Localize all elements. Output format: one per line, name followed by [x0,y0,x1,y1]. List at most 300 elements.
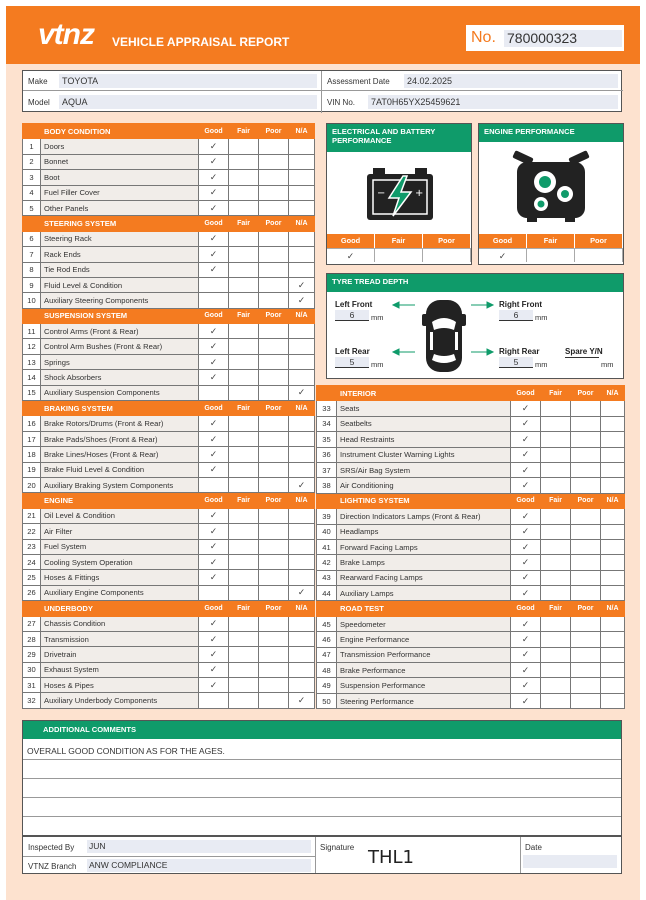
rating-cell[interactable] [229,631,259,646]
item-label: Rack Ends [41,247,199,262]
rating-cell[interactable] [571,586,601,601]
rating-header: Good [327,234,375,248]
rating-cell[interactable] [289,370,315,385]
item-label: Transmission [41,631,199,646]
rating-cell[interactable]: ✓ [511,462,541,477]
rating-cell[interactable] [601,539,625,554]
table-row [317,570,625,585]
rating-cell[interactable]: ✓ [199,139,229,154]
rating-cell[interactable] [199,385,229,400]
rating-cell[interactable] [575,248,623,262]
rating-cell[interactable]: ✓ [199,508,229,523]
table-row [317,539,625,554]
item-number: 29 [23,647,41,662]
rating-cell[interactable] [259,354,289,369]
table-row [23,324,315,339]
rating-cell[interactable] [229,416,259,431]
table-row [317,632,625,647]
section-title: ROAD TEST [337,601,511,616]
rating-cell[interactable]: ✓ [511,401,541,416]
rating-cell[interactable]: ✓ [511,432,541,447]
rating-cell[interactable]: ✓ [511,647,541,662]
rating-cell[interactable] [289,354,315,369]
rating-cell[interactable] [601,663,625,678]
rating-cell[interactable] [601,478,625,493]
rating-cell[interactable]: ✓ [199,185,229,200]
rating-cell[interactable] [601,678,625,693]
rating-cell[interactable] [199,585,229,600]
item-label: Instrument Cluster Warning Lights [337,447,511,462]
rating-cell[interactable] [229,431,259,446]
rating-cell[interactable]: ✓ [199,262,229,277]
rating-cell[interactable] [259,447,289,462]
left-front-label: Left Front [335,300,373,309]
rating-cell[interactable] [601,447,625,462]
item-number: 12 [23,339,41,354]
rating-cell[interactable] [229,247,259,262]
rating-cell[interactable]: ✓ [199,370,229,385]
rating-cell[interactable] [289,200,315,215]
left-checklist [22,123,315,709]
rating-cell[interactable]: ✓ [199,631,229,646]
rating-cell[interactable]: ✓ [199,416,229,431]
item-label: Drivetrain [41,647,199,662]
make-label: Make [28,77,48,86]
rating-cell[interactable]: ✓ [199,554,229,569]
rating-cell[interactable] [289,262,315,277]
engine-icon [511,148,591,224]
rating-cell[interactable]: ✓ [511,663,541,678]
rating-cell[interactable]: ✓ [199,170,229,185]
item-number: 44 [317,586,337,601]
left-front-value: 6 [335,310,369,321]
vehicle-info [22,70,622,112]
rating-cell[interactable] [229,277,259,292]
item-label: Springs [41,354,199,369]
rating-cell[interactable] [541,663,571,678]
section-header [23,308,315,323]
column-header: Poor [259,308,289,323]
rating-cell[interactable] [259,200,289,215]
rating-cell[interactable] [259,231,289,246]
section-header [23,601,315,616]
right-front-label: Right Front [499,300,543,309]
rating-cell[interactable]: ✓ [199,462,229,477]
rating-cell[interactable] [289,662,315,677]
rating-cell[interactable]: ✓ [199,570,229,585]
rating-cell[interactable] [259,585,289,600]
rating-cell[interactable] [601,524,625,539]
rating-cell[interactable]: ✓ [199,154,229,169]
rating-cell[interactable] [289,570,315,585]
column-header: N/A [289,216,315,231]
rating-cell[interactable] [289,185,315,200]
rating-cell[interactable] [229,385,259,400]
rating-cell[interactable] [199,293,229,308]
column-header: N/A [289,601,315,616]
rating-cell[interactable] [229,354,259,369]
item-label: Cooling System Operation [41,554,199,569]
rating-cell[interactable]: ✓ [199,247,229,262]
item-number: 18 [23,447,41,462]
rating-cell[interactable]: ✓ [199,662,229,677]
rating-cell[interactable] [601,432,625,447]
rating-cell[interactable] [259,477,289,492]
rating-cell[interactable] [259,431,289,446]
rating-cell[interactable] [259,693,289,708]
rating-cell[interactable] [601,616,625,631]
table-row [317,693,625,708]
rating-cell[interactable] [375,248,423,262]
rating-cell[interactable]: ✓ [199,431,229,446]
rating-cell[interactable] [571,555,601,570]
rating-cell[interactable] [571,647,601,662]
section-title: INTERIOR [337,386,511,401]
item-number: 49 [317,678,337,693]
table-row [317,478,625,493]
rating-cell[interactable] [289,154,315,169]
rating-cell[interactable] [423,248,471,262]
rating-cell[interactable] [601,632,625,647]
rating-cell[interactable] [571,663,601,678]
rating-cell[interactable]: ✓ [199,539,229,554]
rating-cell[interactable] [541,693,571,708]
item-label: Head Restraints [337,432,511,447]
rating-cell[interactable]: ✓ [199,339,229,354]
column-header: Good [199,601,229,616]
rating-cell[interactable] [541,401,571,416]
rating-cell[interactable] [541,678,571,693]
rating-cell[interactable] [229,339,259,354]
rating-cell[interactable] [259,277,289,292]
rating-cell[interactable] [601,401,625,416]
rating-cell[interactable] [289,678,315,693]
rating-cell[interactable] [571,632,601,647]
rating-cell[interactable] [229,170,259,185]
rating-cell[interactable] [541,416,571,431]
rating-cell[interactable] [259,370,289,385]
rating-cell[interactable] [571,678,601,693]
rating-cell[interactable] [289,231,315,246]
rating-cell[interactable]: ✓ [289,585,315,600]
rating-cell[interactable] [229,616,259,631]
rating-cell[interactable]: ✓ [511,539,541,554]
rating-cell[interactable] [259,631,289,646]
rating-cell[interactable] [229,154,259,169]
item-number: 23 [23,539,41,554]
rating-cell[interactable] [259,416,289,431]
item-number: 33 [317,401,337,416]
rating-cell[interactable] [229,139,259,154]
item-label: Brake Lamps [337,555,511,570]
rating-cell[interactable]: ✓ [479,248,527,262]
rating-cell[interactable] [229,585,259,600]
rating-header: Fair [375,234,423,248]
rating-cell[interactable]: ✓ [511,586,541,601]
item-number: 34 [317,416,337,431]
item-label: Transmission Performance [337,647,511,662]
rating-cell[interactable] [229,693,259,708]
rating-cell[interactable] [229,262,259,277]
rating-cell[interactable]: ✓ [199,616,229,631]
item-label: Seatbelts [337,416,511,431]
rating-cell[interactable]: ✓ [511,555,541,570]
rating-cell[interactable] [289,139,315,154]
rating-cell[interactable] [571,416,601,431]
rating-cell[interactable] [571,524,601,539]
rating-cell[interactable] [571,401,601,416]
item-number: 47 [317,647,337,662]
rating-cell[interactable] [229,678,259,693]
rating-cell[interactable]: ✓ [511,570,541,585]
left-rear-unit: mm [371,360,384,369]
rating-cell[interactable] [541,509,571,524]
rating-cell[interactable] [229,524,259,539]
vtnz-logo: vtnz [38,18,94,51]
rating-cell[interactable] [541,478,571,493]
rating-cell[interactable]: ✓ [199,447,229,462]
column-header: Fair [541,493,571,508]
table-row [23,247,315,262]
rating-cell[interactable] [259,385,289,400]
rating-cell[interactable]: ✓ [199,231,229,246]
rating-cell[interactable] [601,509,625,524]
rating-cell[interactable] [229,324,259,339]
rating-cell[interactable] [259,324,289,339]
rating-cell[interactable]: ✓ [199,354,229,369]
rating-cell[interactable] [601,462,625,477]
item-number: 13 [23,354,41,369]
item-number: 9 [23,277,41,292]
rating-cell[interactable]: ✓ [199,678,229,693]
rating-cell[interactable] [571,478,601,493]
rating-cell[interactable] [259,662,289,677]
rating-cell[interactable] [289,431,315,446]
table-row [23,139,315,154]
rating-cell[interactable] [571,570,601,585]
rating-cell[interactable] [229,231,259,246]
rating-cell[interactable]: ✓ [289,293,315,308]
item-number: 11 [23,324,41,339]
table-row [23,416,315,431]
rating-cell[interactable] [601,555,625,570]
rating-cell[interactable]: ✓ [511,632,541,647]
rating-cell[interactable] [259,170,289,185]
rating-cell[interactable] [259,539,289,554]
rating-cell[interactable]: ✓ [327,248,375,262]
rating-cell[interactable] [601,586,625,601]
rating-cell[interactable]: ✓ [511,524,541,539]
rating-cell[interactable] [289,631,315,646]
rating-cell[interactable] [571,447,601,462]
rating-cell[interactable] [601,416,625,431]
rating-cell[interactable] [601,570,625,585]
rating-cell[interactable] [259,524,289,539]
table-row [23,554,315,569]
table-row [23,462,315,477]
item-number: 8 [23,262,41,277]
rating-cell[interactable] [259,508,289,523]
rating-cell[interactable] [229,477,259,492]
tyre-tread-panel [326,273,624,379]
rating-cell[interactable] [259,462,289,477]
rating-cell[interactable] [289,508,315,523]
rating-cell[interactable]: ✓ [511,478,541,493]
item-label: Hoses & Fittings [41,570,199,585]
rating-cell[interactable] [229,508,259,523]
table-row [23,293,315,308]
table-row [23,616,315,631]
item-number: 1 [23,139,41,154]
rating-cell[interactable] [289,339,315,354]
rating-cell[interactable] [199,693,229,708]
rating-cell[interactable] [229,647,259,662]
rating-cell[interactable] [199,277,229,292]
rating-cell[interactable] [601,693,625,708]
spare-label: Spare Y/N [565,347,603,356]
rating-cell[interactable] [541,647,571,662]
table-row [23,647,315,662]
rating-cell[interactable] [541,570,571,585]
rating-cell[interactable] [541,447,571,462]
rating-cell[interactable] [259,678,289,693]
rating-cell[interactable] [541,524,571,539]
table-row [23,693,315,708]
rating-cell[interactable] [571,462,601,477]
rating-cell[interactable] [289,170,315,185]
rating-cell[interactable] [571,432,601,447]
rating-cell[interactable] [259,139,289,154]
rating-cell[interactable] [527,248,575,262]
right-checklist [316,385,625,709]
item-label: Speedometer [337,616,511,631]
rating-cell[interactable] [229,200,259,215]
item-label: Control Arm Bushes (Front & Rear) [41,339,199,354]
rating-cell[interactable] [199,477,229,492]
rating-cell[interactable] [541,586,571,601]
rating-cell[interactable] [571,509,601,524]
rating-cell[interactable]: ✓ [289,385,315,400]
table-row [23,370,315,385]
table-row [23,231,315,246]
rating-cell[interactable] [289,554,315,569]
rating-cell[interactable] [289,539,315,554]
report-number-label: No. [471,29,496,46]
rating-cell[interactable]: ✓ [511,447,541,462]
rating-cell[interactable] [289,324,315,339]
rating-cell[interactable] [541,555,571,570]
rating-cell[interactable] [541,462,571,477]
report-title: VEHICLE APPRAISAL REPORT [112,35,290,49]
rating-cell[interactable] [289,647,315,662]
rating-cell[interactable] [541,539,571,554]
rating-cell[interactable] [229,462,259,477]
item-number: 3 [23,170,41,185]
rating-cell[interactable] [259,339,289,354]
column-header: Fair [229,124,259,139]
column-header: N/A [289,308,315,323]
spare-unit: mm [601,360,614,369]
rating-cell[interactable] [229,539,259,554]
item-number: 45 [317,616,337,631]
rating-cell[interactable] [541,616,571,631]
rating-cell[interactable]: ✓ [199,524,229,539]
table-row [317,647,625,662]
column-header: Good [199,216,229,231]
report-number-value: 780000323 [504,30,622,47]
rating-header: Poor [423,234,471,248]
rating-cell[interactable] [229,554,259,569]
assessment-date-label: Assessment Date [327,77,390,86]
section-title: BODY CONDITION [41,124,199,139]
rating-cell[interactable]: ✓ [511,693,541,708]
rating-cell[interactable] [259,570,289,585]
rating-cell[interactable] [229,293,259,308]
rating-cell[interactable] [571,693,601,708]
date-value [523,855,617,868]
section-title: UNDERBODY [41,601,199,616]
rating-cell[interactable] [229,570,259,585]
rating-cell[interactable]: ✓ [289,693,315,708]
rating-cell[interactable]: ✓ [199,647,229,662]
rating-cell[interactable]: ✓ [511,678,541,693]
rating-cell[interactable] [229,662,259,677]
rating-cell[interactable] [259,262,289,277]
rating-cell[interactable] [229,447,259,462]
rating-cell[interactable]: ✓ [199,200,229,215]
rating-cell[interactable]: ✓ [199,324,229,339]
rating-cell[interactable] [259,554,289,569]
rating-cell[interactable]: ✓ [289,477,315,492]
item-label: Auxiliary Suspension Components [41,385,199,400]
left-rear-label: Left Rear [335,347,370,356]
rating-cell[interactable]: ✓ [289,277,315,292]
rating-cell[interactable] [259,185,289,200]
rating-cell[interactable] [289,247,315,262]
comments-title: ADDITIONAL COMMENTS [23,721,621,739]
rating-cell[interactable] [259,247,289,262]
item-number: 32 [23,693,41,708]
rating-cell[interactable]: ✓ [511,509,541,524]
table-row [23,354,315,369]
item-label: Brake Lines/Hoses (Front & Rear) [41,447,199,462]
rating-cell[interactable] [601,647,625,662]
rating-cell[interactable] [229,185,259,200]
rating-cell[interactable] [289,524,315,539]
rating-cell[interactable] [259,293,289,308]
rating-cell[interactable]: ✓ [511,616,541,631]
rating-cell[interactable] [229,370,259,385]
table-row [23,585,315,600]
section-header [23,401,315,416]
tyre-arrows-icon [327,274,625,380]
item-label: Brake Pads/Shoes (Front & Rear) [41,431,199,446]
rating-cell[interactable] [571,616,601,631]
rating-cell[interactable] [259,616,289,631]
rating-cell[interactable] [259,154,289,169]
item-label: Auxiliary Engine Components [41,585,199,600]
rating-cell[interactable] [259,647,289,662]
rating-cell[interactable] [289,447,315,462]
table-row [23,170,315,185]
rating-cell[interactable] [571,539,601,554]
rating-cell[interactable] [541,432,571,447]
rating-cell[interactable] [289,462,315,477]
rating-cell[interactable]: ✓ [511,416,541,431]
rating-cell[interactable] [289,616,315,631]
rating-cell[interactable] [541,632,571,647]
rating-cell[interactable] [289,416,315,431]
